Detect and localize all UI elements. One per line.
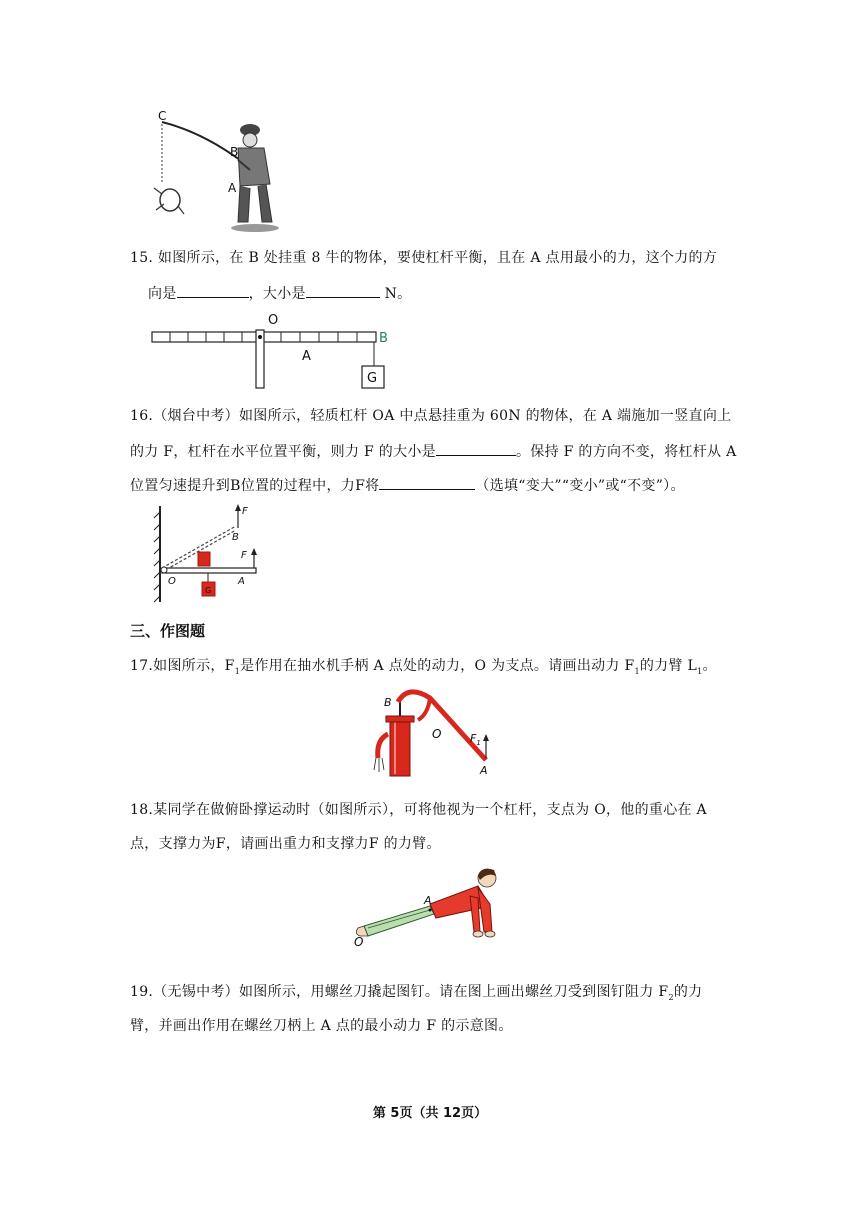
q16-lever-figure [150, 502, 270, 608]
q15-label-b: B [379, 331, 388, 346]
q16-text: 位置匀速提升到B位置的过程中，力F将 [130, 478, 380, 494]
section-title: 三、作图题 [130, 622, 206, 640]
q19-line2: 臂，并画出作用在螺丝刀柄上 A 点的最小动力 F 的示意图。 [130, 1018, 513, 1034]
q16-label-a: A [238, 576, 245, 587]
q17-sub: 1 [234, 666, 241, 676]
q15-label-g: G [367, 371, 378, 386]
footer-page-total: 12 [443, 1106, 462, 1121]
q17-sub: 1 [697, 666, 703, 676]
q15-line1: 15. 如图所示，在 B 处挂重 8 牛的物体，要使杠杆平衡，且在 A 点用最小的力，这个力的方 [130, 250, 718, 266]
q16-label-g: G [205, 586, 212, 595]
q15-text: ，大小是 [248, 286, 306, 302]
q15-line2 [148, 282, 411, 304]
footer-text: 页） [461, 1106, 488, 1121]
q15-label-a: A [302, 349, 311, 364]
q19-line1 [130, 982, 702, 1008]
q17-label-f-sub: 1 [476, 739, 481, 747]
q15-lever-figure [150, 310, 400, 392]
q16-text: 。保持 F 的方向不变，将杠杆从 A [515, 444, 737, 460]
fishing-figure [140, 104, 290, 234]
q17-text: 17.如图所示，F [130, 658, 235, 674]
q17-label-a: A [480, 764, 488, 777]
q17-text: 是作用在抽水机手柄 A 点处的动力，O 为支点。请画出动力 F [240, 658, 635, 674]
q16-label-f-top: F [242, 506, 248, 517]
q18-line1: 18.某同学在做俯卧撑运动时（如图所示），可将他视为一个杠杆，支点为 O，他的重心在 A [130, 802, 707, 818]
q17-label-o: O [432, 727, 442, 741]
q15-text: 向是 [148, 286, 177, 302]
q18-pushup-figure [350, 866, 520, 950]
q19-text: 19.（无锡中考）如图所示，用螺丝刀撬起图钉。请在图上画出螺丝刀受到图钉阻力 F [130, 984, 669, 1000]
q17-label-b: B [384, 696, 392, 709]
q19-text: 的力 [673, 984, 703, 1000]
page-footer [0, 1102, 860, 1121]
footer-text: 第 [372, 1106, 391, 1121]
label-c: C [158, 109, 167, 123]
q16-label-o: O [168, 576, 176, 587]
q17-label-f-main: F [470, 732, 477, 745]
q15-blank-direction[interactable] [177, 282, 249, 298]
q17-sub: 1 [634, 666, 640, 676]
q17-pump-figure [368, 684, 504, 778]
q18-label-a: A [424, 894, 432, 907]
q16-blank-force[interactable] [436, 440, 516, 456]
q16-label-b: B [232, 532, 239, 543]
q17-text: 。 [702, 658, 717, 674]
q16-blank-change[interactable] [379, 474, 475, 490]
q17-label-f [470, 732, 481, 747]
q16-label-f: F [241, 550, 247, 561]
label-b: B [230, 145, 239, 159]
q18-label-o: O [354, 935, 364, 949]
q16-text: （选填“变大”“变小”或“不变”）。 [475, 478, 685, 494]
q18-line2: 点，支撑力为F，请画出重力和支撑力F 的力臂。 [130, 836, 441, 852]
q17-text: 的力臂 L [639, 658, 698, 674]
q19-sub: 2 [668, 992, 674, 1002]
label-a: A [228, 181, 237, 195]
q15-blank-magnitude[interactable] [306, 282, 380, 298]
q17-line [130, 656, 717, 682]
q16-line2 [130, 440, 737, 462]
footer-text: 页（共 [399, 1106, 443, 1121]
q15-text: N。 [379, 286, 412, 302]
q16-line1: 16.（烟台中考）如图所示，轻质杠杆 OA 中点悬挂重为 60N 的物体，在 A 端施加一竖直向上 [130, 408, 732, 424]
q15-label-o: O [268, 313, 279, 328]
footer-page-number: 5 [390, 1106, 400, 1121]
q16-text: 的力 F，杠杆在水平位置平衡，则力 F 的大小是 [130, 444, 436, 460]
q16-line3 [130, 474, 685, 496]
